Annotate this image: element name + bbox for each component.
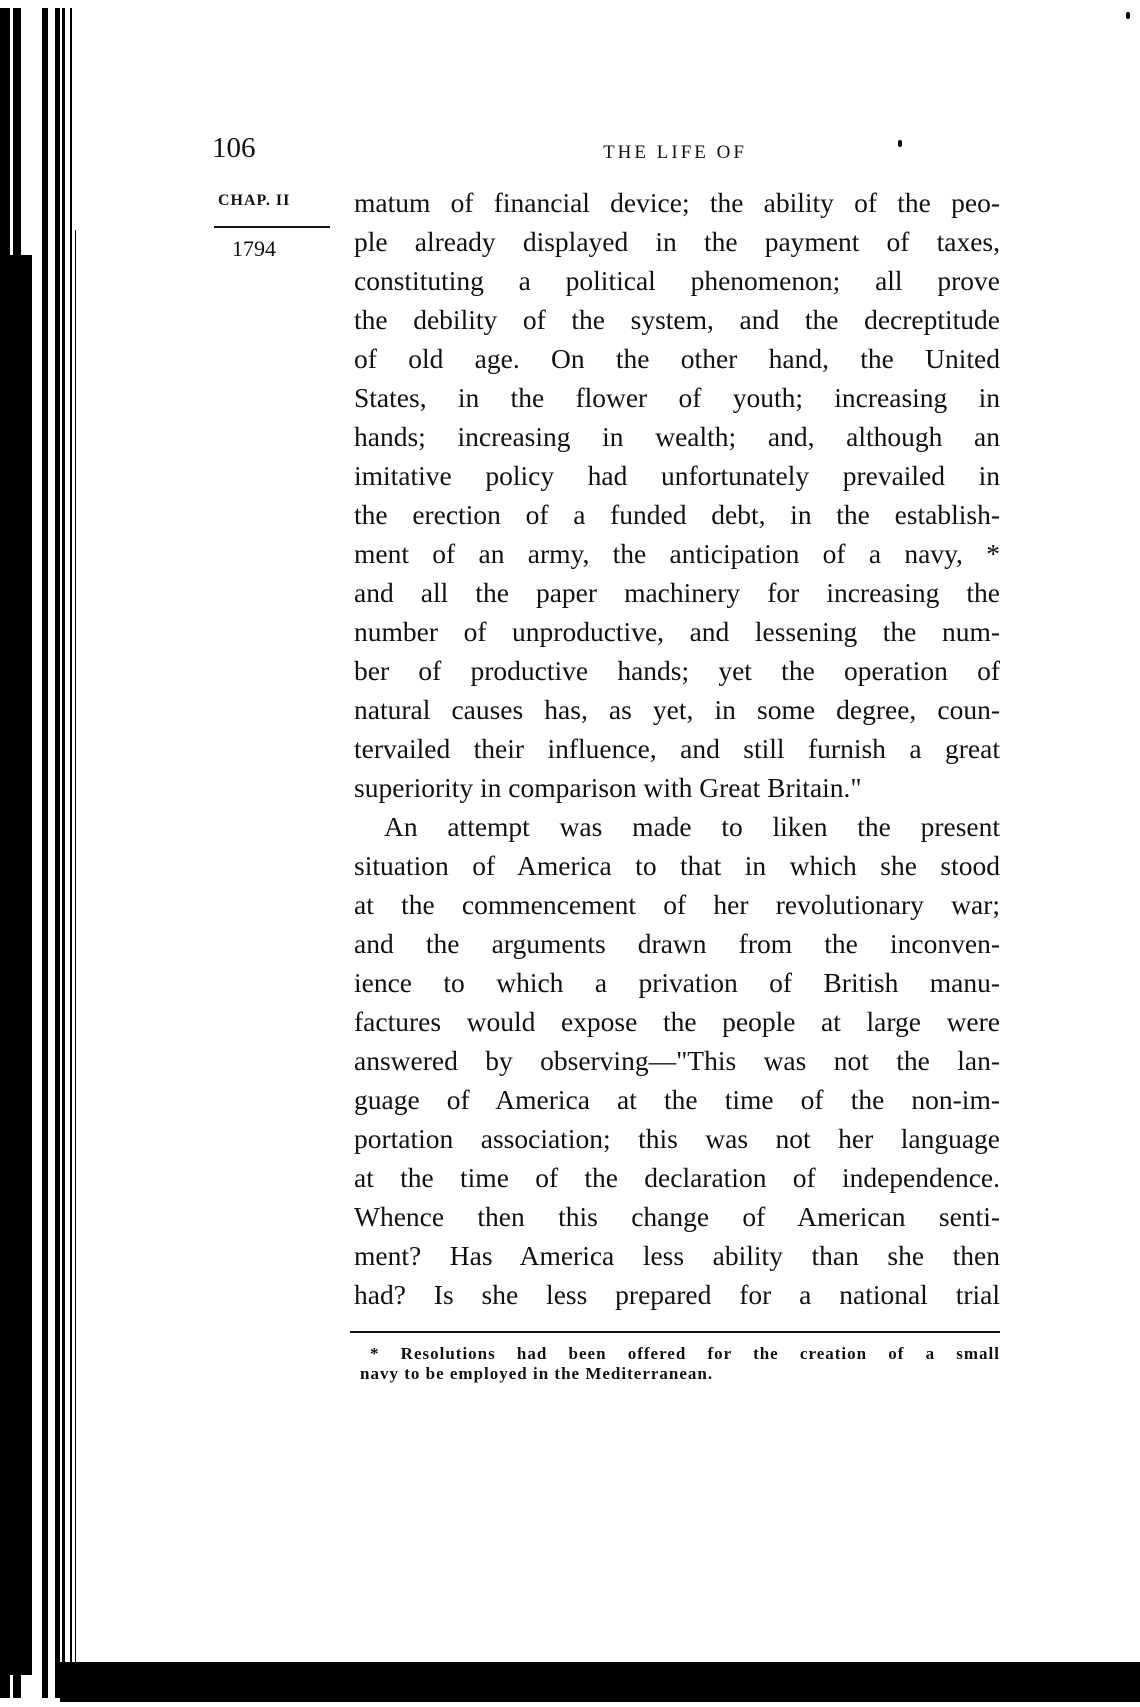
text-line: Whence then this change of American senti- — [354, 1201, 1000, 1232]
text-line: ment of an army, the anticipation of a navy, * — [354, 538, 1000, 569]
footnote-line: * Resolutions had been offered for the creation of a small — [370, 1344, 1000, 1363]
scan-bottom-edge — [60, 1662, 1140, 1702]
text-line: tervailed their influence, and still furnish a great — [354, 733, 1000, 764]
year-marginal-note: 1794 — [232, 236, 276, 261]
text-line: An attempt was made to liken the present — [384, 811, 1000, 842]
text-line: the debility of the system, and the decreptitude — [354, 304, 1000, 335]
text-line: at the time of the declaration of independence. — [354, 1162, 1000, 1193]
book-binding-edge — [0, 0, 92, 1707]
text-line: had? Is she less prepared for a national trial — [354, 1279, 1000, 1310]
text-line: answered by observing—"This was not the lan- — [354, 1045, 1000, 1076]
text-line: natural causes has, as yet, in some degree, coun- — [354, 694, 1000, 725]
text-line: portation association; this was not her language — [354, 1123, 1000, 1154]
running-title: THE LIFE OF — [603, 142, 747, 163]
text-line: situation of America to that in which she stood — [354, 850, 1000, 881]
text-line: guage of America at the time of the non-im- — [354, 1084, 1000, 1115]
text-line: factures would expose the people at large were — [354, 1006, 1000, 1037]
footnote-line: navy to be employed in the Mediterranean. — [360, 1364, 714, 1383]
speck — [898, 140, 902, 147]
text-line: and all the paper machinery for increasing the — [354, 577, 1000, 608]
chapter-marginal-note: CHAP. II — [218, 192, 291, 209]
text-line: ience to which a privation of British manu- — [354, 967, 1000, 998]
page-number: 106 — [212, 132, 256, 164]
text-line: superiority in comparison with Great Britain." — [354, 772, 862, 803]
text-line: number of unproductive, and lessening the num- — [354, 616, 1000, 647]
text-line: the erection of a funded debt, in the establish- — [354, 499, 1000, 530]
text-line: and the arguments drawn from the inconven- — [354, 928, 1000, 959]
text-line: States, in the flower of youth; increasing in — [354, 382, 1000, 413]
marginal-rule — [214, 226, 330, 228]
body-text — [354, 183, 1000, 1314]
text-line: of old age. On the other hand, the United — [354, 343, 1000, 374]
footnote-rule — [350, 1331, 1000, 1333]
text-line: matum of financial device; the ability of the peo- — [354, 187, 1000, 218]
text-line: imitative policy had unfortunately prevailed in — [354, 460, 1000, 491]
speck — [1126, 12, 1130, 19]
text-line: ple already displayed in the payment of taxes, — [354, 226, 1000, 257]
text-line: hands; increasing in wealth; and, although an — [354, 421, 1000, 452]
text-line: at the commencement of her revolutionary war; — [354, 889, 1000, 920]
footnote — [360, 1344, 1000, 1384]
text-line: ment? Has America less ability than she then — [354, 1240, 1000, 1271]
text-line: constituting a political phenomenon; all prove — [354, 265, 1000, 296]
text-line: ber of productive hands; yet the operation of — [354, 655, 1000, 686]
